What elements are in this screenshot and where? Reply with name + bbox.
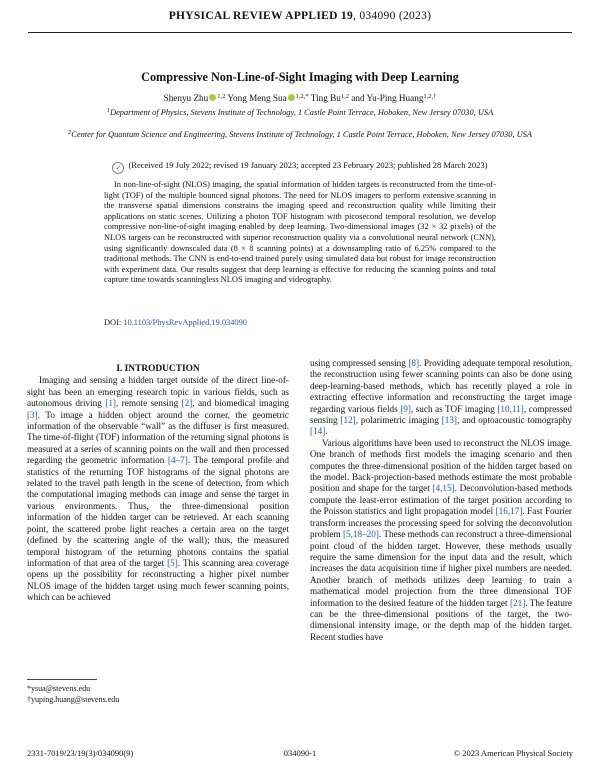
citation-link[interactable]: [3]	[27, 409, 38, 420]
body-text: . To image a hidden object around the corner, the geometric information of the observable “wall” as the diffuser is first measured. The time-of-flight (TOF) information of the returning signal photons is measured at a series of scanning points on the wall and then processed regarding the geometric information	[27, 409, 289, 466]
body-text: Imaging and sensing a hidden target outside of the direct line-of-sight has been an emerging research topic in various fields, such as autonomous driving	[27, 375, 289, 409]
body-text: . These methods can reconstruct a three-dimensional point cloud of the hidden target. However, these methods usually require the same dimension for the input data and the result, which increases the data acquisition time if higher pixel numbers are needed. Another branch of methods utilizes deep learning to train a mathematical model projection from the three dimensional TOF information to the desired feature of the hidden target	[310, 529, 572, 608]
running-header	[28, 10, 572, 33]
doi-label: DOI:	[104, 318, 122, 327]
author-affil-sup: 1,2,†	[423, 93, 437, 100]
orcid-icon[interactable]	[209, 94, 216, 101]
citation-link[interactable]: [13]	[441, 415, 457, 426]
citation-link[interactable]: [8]	[408, 358, 420, 368]
footer-issn: 2331-7019/23/19(3)/034090(9)	[27, 748, 134, 758]
body-text: . The feature can be the three-dimensional positions of the target, the two-dimensional intensity image, or the depth map of the hidden target. Recent studies have	[310, 597, 572, 642]
footnote-corresponding-2: †yuping.huang@stevens.edu	[27, 695, 120, 704]
affiliation-text: Center for Quantum Science and Engineering, Stevens Institute of Technology, 1 Castle Point Terrace, Hoboken, New Jersey 07030, USA	[71, 130, 532, 139]
author-name: Ting Bu	[310, 93, 341, 103]
received-dates	[0, 160, 600, 174]
intro-paragraph-2	[310, 438, 572, 643]
body-text: . Fast Fourier transform increases the processing speed for solving the deconvolution problem	[310, 506, 572, 540]
author-name: and Yu-Ping Huang	[351, 93, 424, 103]
body-text: . The temporal profile and statistics of the returning TOF histograms of the signal photons are related to the travel path length in the scene of detection, from which the computational imaging methods can image and sense the target in various environments. Thus, the three-dimensional position information of the hidden target can be retrieved. At each scanning point, the scattered probe light reaches a certain area on the target (defined by the scattering angle of the wall); thus, the measured temporal histogram of the returning photons contains the spatial information of that area of the target	[27, 455, 289, 568]
citation-link[interactable]: [5]	[167, 557, 178, 568]
body-text: , compressed sensing	[310, 403, 572, 426]
page-number: 034090-1	[283, 748, 317, 758]
journal-article: , 034090 (2023)	[353, 10, 432, 22]
section-heading: I. INTRODUCTION	[116, 364, 200, 374]
body-text: , polarimetric imaging	[355, 415, 442, 426]
citation-link[interactable]: [4,15]	[432, 483, 455, 494]
check-for-updates-icon[interactable]: ✓	[112, 162, 124, 174]
right-column	[310, 358, 572, 643]
citation-link[interactable]: [5,18–20]	[342, 529, 379, 540]
citation-link[interactable]: [2]	[181, 398, 193, 409]
affiliation-number: 1	[106, 107, 111, 114]
orcid-icon[interactable]	[288, 94, 295, 101]
author-list	[0, 93, 600, 103]
citation-link[interactable]: [14]	[310, 426, 326, 437]
body-text: , and biomedical imaging	[192, 398, 289, 409]
body-text: , remote sensing	[115, 398, 182, 409]
author-affil-sup: 1,2,*	[295, 93, 309, 100]
page-footer	[27, 748, 573, 762]
footnote-rule	[27, 679, 97, 680]
received-text: (Received 19 July 2022; revised 19 January 2023; accepted 23 February 2023; published 28 March 2023)	[128, 160, 488, 170]
citation-link[interactable]: [12]	[340, 415, 356, 426]
body-text: using compressed sensing	[310, 358, 409, 368]
author-affil-sup: 1,2	[340, 93, 349, 100]
citation-link[interactable]: [4–7]	[167, 455, 188, 466]
body-text: . Deconvolution-based methods compute the least-error estimation of the target position according to the Poisson statistics and light propagation model	[310, 483, 572, 517]
author-affil-sup: 1,2	[217, 93, 226, 100]
affiliation-text: Department of Physics, Stevens Institute of Technology, 1 Castle Point Terrace, Hoboken, New Jersey 07030, USA	[110, 108, 494, 117]
body-text: . Providing adequate temporal resolution, the reconstruction using fewer scanning points can also be done using deep-learning-based methods, which has recently played a role in extracting effective information and reconstructing the target image regarding various fields	[310, 358, 573, 414]
body-text: , and optoacoustic tomography	[456, 415, 572, 426]
body-text: .	[325, 426, 328, 437]
footnotes	[27, 683, 119, 705]
affiliation-number: 2	[68, 129, 72, 136]
footnote-corresponding-1: *ysua@stevens.edu	[27, 684, 91, 693]
affiliation-1	[60, 107, 540, 118]
body-text: . This scanning area coverage opens up the possibility for reconstructing a higher pixel number NLOS image of the hidden target using much fewer scanning points, which can be achieved	[27, 557, 289, 603]
citation-link[interactable]: [10,11]	[497, 403, 524, 414]
citation-link[interactable]: [21]	[509, 597, 526, 608]
copyright: © 2023 American Physical Society	[453, 748, 573, 758]
citation-link[interactable]: [16,17]	[495, 506, 523, 517]
body-text: Various algorithms have been used to reconstruct the NLOS image. One branch of methods first models the imaging scenario and then computes the three-dimensional position of the hidden target based on the model. Back-projection-based methods estimate the most probable position and shape for the target	[310, 437, 572, 494]
citation-link[interactable]: [9]	[400, 403, 411, 414]
journal-volume: 19	[340, 10, 353, 22]
affiliation-2	[60, 129, 540, 140]
left-column	[27, 364, 289, 604]
journal-name: PHYSICAL REVIEW APPLIED	[168, 10, 338, 22]
doi-link[interactable]: 10.1103/PhysRevApplied.19.034090	[123, 318, 247, 327]
intro-paragraph-1-continued	[310, 358, 572, 438]
author-name: Yong Meng Sua	[227, 93, 287, 103]
abstract: In non-line-of-sight (NLOS) imaging, the spatial information of hidden targets is reconstructed from the time-of-light (TOF) of the multiple bounced signal photons. The need for NLOS imagers to perform extensive scanning in the transverse spatial dimensions constrains the imaging speed and reconstruction quality while limiting their applications on static scenes. Utilizing a photon TOF histogram with picosecond temporal resolution, we develop compressive non-line-of-sight imaging enabled by deep learning. Two-dimensional images (32 × 32 pixels) of the NLOS targets can be reconstructed with superior reconstruction quality via a convolutional neural network (CNN), using significantly downscaled data (8 × 8 scanning points) at a downsampling ratio of 6.25% compared to the traditional methods. The CNN is end-to-end trained purely using simulated data but robust for image reconstruction with experiment data. Our results suggest that deep learning is effective for reducing the scanning points and total capture time towards scanningless NLOS imaging and videography.	[104, 180, 496, 285]
paper-title: Compressive Non-Line-of-Sight Imaging with Deep Learning	[141, 70, 459, 84]
citation-link[interactable]: [1]	[105, 398, 116, 409]
author-name: Shenyu Zhu	[163, 93, 209, 103]
body-text: , such as TOF imaging	[410, 403, 498, 414]
intro-paragraph-1	[27, 375, 289, 603]
doi-line	[104, 318, 247, 327]
